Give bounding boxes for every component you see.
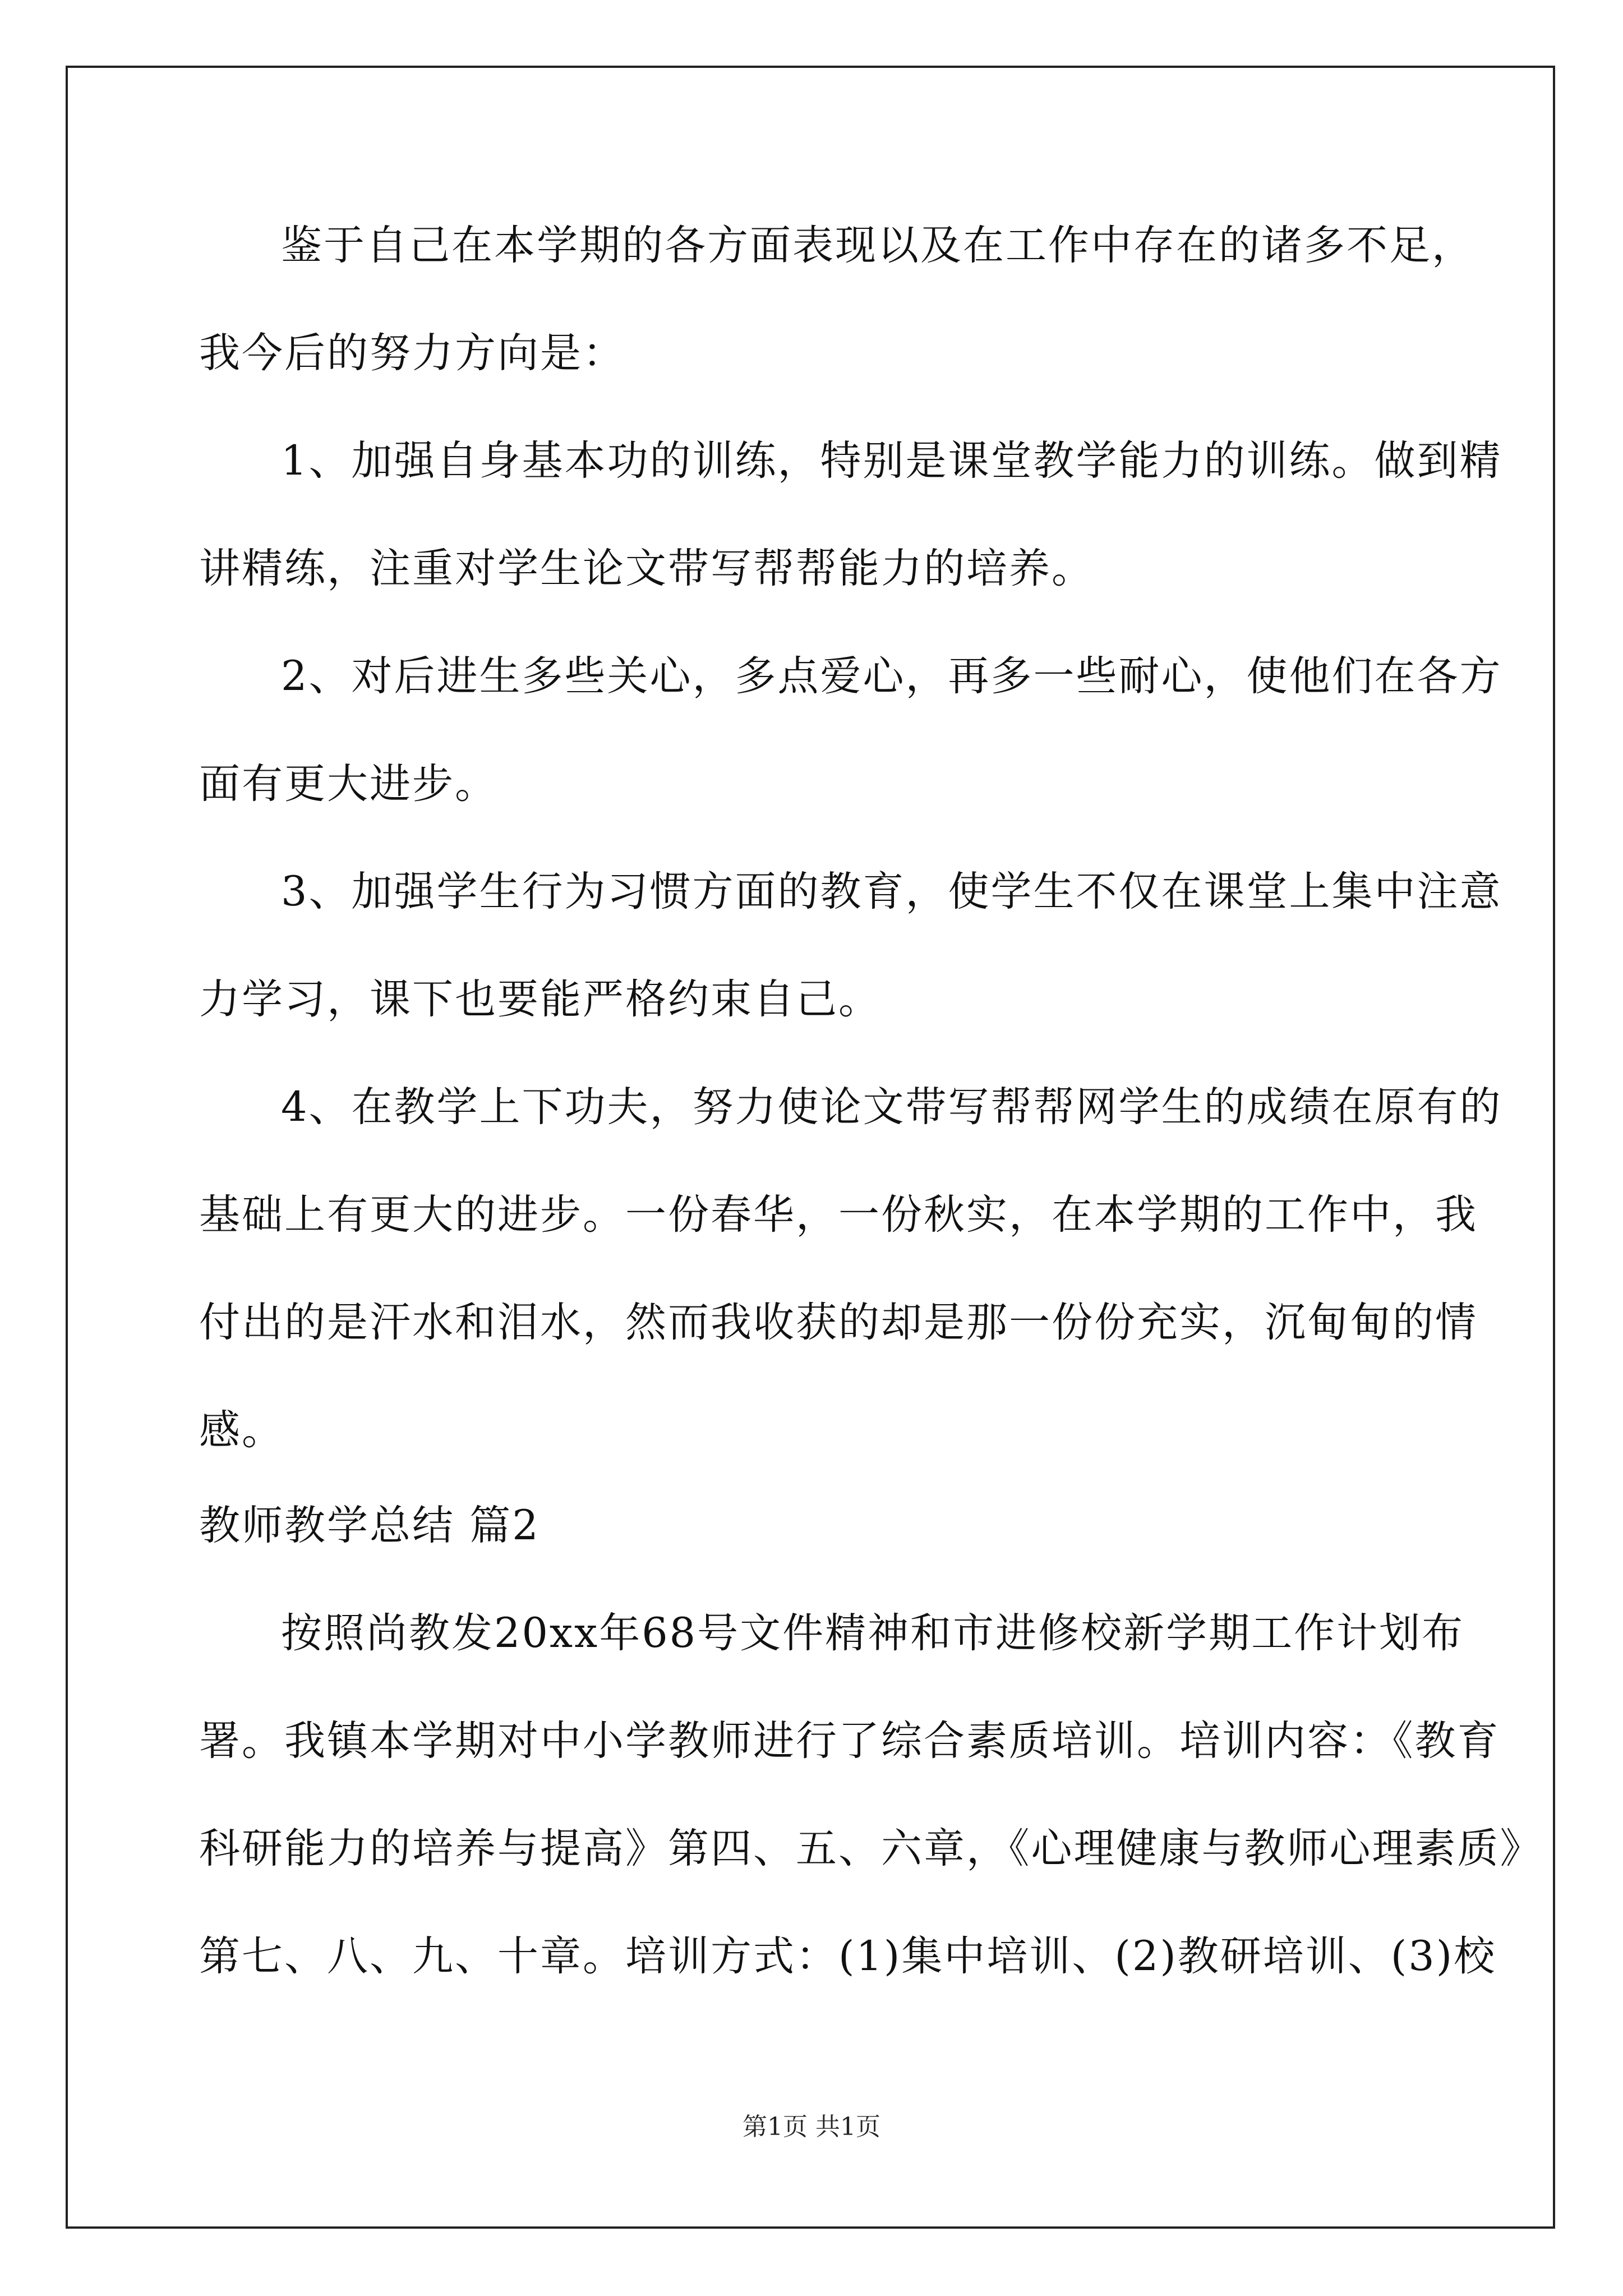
page-border: [66, 66, 1555, 2229]
text-line: 我今后的努力方向是：: [199, 329, 625, 377]
text-line: 署。我镇本学期对中小学教师进行了综合素质培训。培训内容：《教育: [199, 1717, 1500, 1765]
text-line: 4、在教学上下功夫，努力使论文带写帮帮网学生的成绩在原有的: [281, 1083, 1502, 1131]
text-line: 感。: [199, 1406, 284, 1454]
text-line: 科研能力的培养与提高》第四、五、六章，《心理健康与教师心理素质》: [199, 1825, 1543, 1872]
text-line: 按照尚教发20xx年68号文件精神和市进修校新学期工作计划布: [281, 1609, 1465, 1657]
text-line: 付出的是汗水和泪水，然而我收获的却是那一份份充实，沉甸甸的情: [199, 1299, 1478, 1346]
text-line: 力学习，课下也要能严格约束自己。: [199, 976, 881, 1023]
text-line: 1、加强自身基本功的训练，特别是课堂教学能力的训练。做到精: [281, 437, 1502, 485]
text-line: 第七、八、九、十章。培训方式：(1)集中培训、(2)教研培训、(3)校: [199, 1932, 1497, 1980]
text-line: 鉴于自己在本学期的各方面表现以及在工作中存在的诸多不足，: [281, 222, 1474, 269]
section-heading: 教师教学总结 篇2: [199, 1502, 540, 1549]
text-line: 3、加强学生行为习惯方面的教育，使学生不仅在课堂上集中注意: [281, 868, 1502, 915]
text-line: 基础上有更大的进步。一份春华，一份秋实，在本学期的工作中，我: [199, 1191, 1478, 1239]
text-line: 讲精练，注重对学生论文带写帮帮能力的培养。: [199, 545, 1094, 592]
page-footer: 第1页 共1页: [743, 2113, 880, 2141]
text-line: 2、对后进生多些关心，多点爱心，再多一些耐心，使他们在各方: [281, 652, 1502, 700]
text-line: 面有更大进步。: [199, 760, 497, 808]
